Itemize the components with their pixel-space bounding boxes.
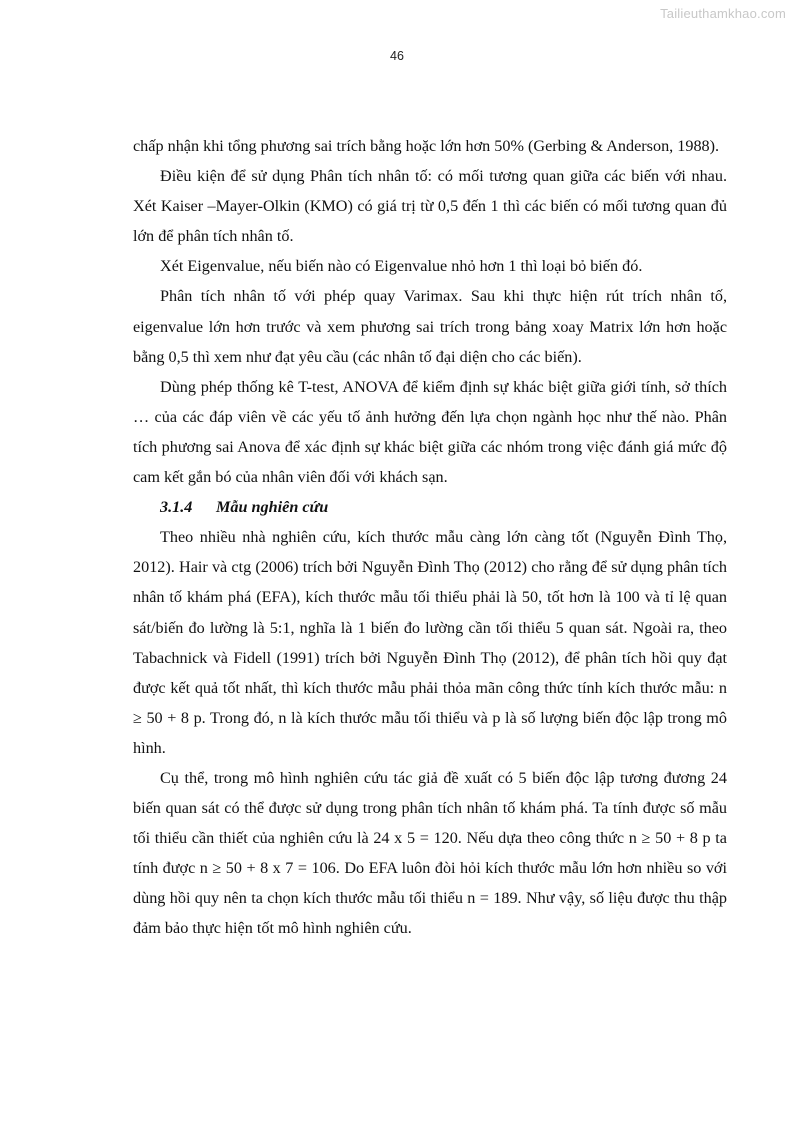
paragraph: Phân tích nhân tố với phép quay Varimax. Sau khi thực hiện rút trích nhân tố, eigenvalue lớn hơn trước và xem phương sai trích trong bảng xoay Matrix lớn hơn hoặc bằng 0,5 thì xem như đạt yêu cầu (các nhân tố đại diện cho các biến). bbox=[133, 287, 727, 366]
document-body bbox=[133, 131, 727, 944]
paragraph: Điều kiện để sử dụng Phân tích nhân tố: có mối tương quan giữa các biến với nhau. Xét Kaiser –Mayer-Olkin (KMO) có giá trị từ 0,5 đến 1 thì các biến có mối tương quan đủ lớn để phân tích nhân tố. bbox=[133, 167, 727, 246]
section-number: 3.1.4 bbox=[160, 498, 193, 517]
paragraph: chấp nhận khi tổng phương sai trích bằng hoặc lớn hơn 50% (Gerbing & Anderson, 1988). bbox=[133, 137, 720, 155]
section-title: Mẫu nghiên cứu bbox=[216, 498, 329, 517]
paragraph: Theo nhiều nhà nghiên cứu, kích thước mẫu càng lớn càng tốt (Nguyễn Đình Thọ, 2012). Hair và ctg (2006) trích bởi Nguyễn Đình Thọ (2012) cho rằng để sử dụng phân tích nhân tố khám phá (EFA), kích thước mẫu tối thiểu phải là 50, tốt hơn là 100 và tỉ lệ quan sát/biến đo lường là 5:1, nghĩa là 1 biến đo lường cần tối thiểu 5 quan sát. Ngoài ra, theo Tabachnick và Fidell (1991) trích bởi Nguyễn Đình Thọ (2012), để phân tích hồi quy đạt được kết quả tốt nhất, thì kích thước mẫu phải thỏa mãn công thức tính kích thước mẫu: n ≥ 50 + 8 p. Trong đó, n là kích thước mẫu tối thiểu và p là số lượng biến độc lập trong mô hình. bbox=[133, 528, 727, 757]
section-heading bbox=[133, 492, 727, 522]
paragraph: Xét Eigenvalue, nếu biến nào có Eigenvalue nhỏ hơn 1 thì loại bỏ biến đó. bbox=[160, 257, 643, 276]
watermark: Tailieuthamkhao.com bbox=[660, 6, 786, 21]
paragraph: Dùng phép thống kê T-test, ANOVA để kiểm định sự khác biệt giữa giới tính, sở thích … của các đáp viên về các yếu tố ảnh hưởng đến lựa chọn ngành học như thế nào. Phân tích phương sai Anova để xác định sự khác biệt giữa các nhóm trong việc đánh giá mức độ cam kết gắn bó của nhân viên đối với khách sạn. bbox=[133, 377, 727, 487]
paragraph: Cụ thể, trong mô hình nghiên cứu tác giả đề xuất có 5 biến độc lập tương đương 24 biến quan sát có thể được sử dụng trong phân tích nhân tố khám phá. Ta tính được số mẫu tối thiểu cần thiết của nghiên cứu là 24 x 5 = 120. Nếu dựa theo công thức n ≥ 50 + 8 p ta tính được n ≥ 50 + 8 x 7 = 106. Do EFA luôn đòi hỏi kích thước mẫu lớn hơn nhiều so với dùng hồi quy nên ta chọn kích thước mẫu tối thiểu n = 189. Như vậy, số liệu được thu thập đảm bảo thực hiện tốt mô hình nghiên cứu. bbox=[133, 768, 727, 938]
page-number: 46 bbox=[390, 49, 404, 63]
